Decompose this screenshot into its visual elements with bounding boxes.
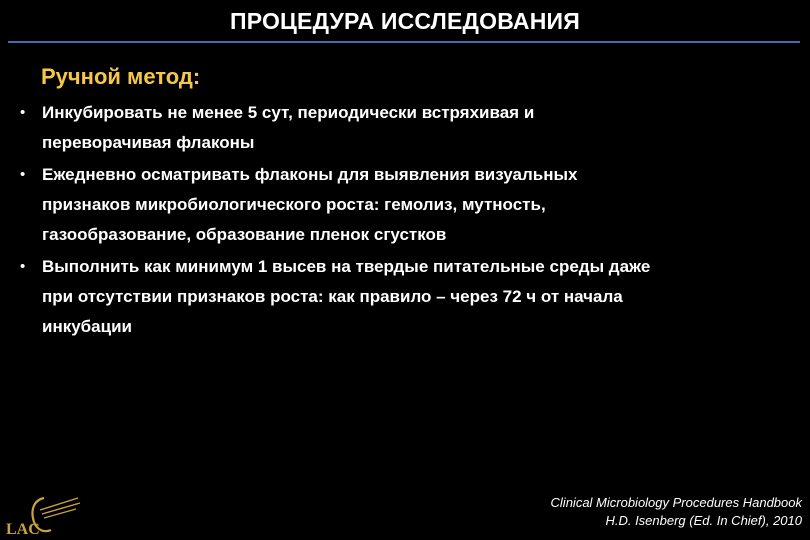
citation — [551, 494, 802, 530]
bullet-line: Инкубировать не менее 5 сут, периодически встряхивая и — [42, 103, 535, 122]
bullet-line: газообразование, образование пленок сгустков — [42, 225, 447, 244]
bullet-line: при отсутствии признаков роста: как правило – через 72 ч от начала — [42, 287, 623, 306]
slide-title: ПРОЦЕДУРА ИССЛЕДОВАНИЯ — [230, 8, 580, 34]
logo-text: LAC — [6, 521, 40, 538]
bullet-line: переворачивая флаконы — [42, 133, 255, 152]
citation-line-2: H.D. Isenberg (Ed. In Chief), 2010 — [605, 513, 802, 528]
bullet-line: Ежедневно осматривать флаконы для выявления визуальных — [42, 165, 578, 184]
bullet-line: признаков микробиологического роста: гемолиз, мутность, — [42, 195, 546, 214]
title-divider — [8, 41, 800, 43]
bullet-marker: • — [20, 166, 26, 183]
bullet-item — [20, 252, 790, 342]
slide-subtitle: Ручной метод: — [41, 64, 201, 89]
bullet-list — [20, 98, 790, 344]
bullet-marker: • — [20, 104, 26, 121]
bullet-marker: • — [20, 258, 26, 275]
bullet-item — [20, 98, 790, 158]
bullet-line: инкубации — [42, 317, 132, 336]
bullet-line: Выполнить как минимум 1 высев на твердые питательные среды даже — [42, 257, 651, 276]
lac-logo-icon — [4, 492, 84, 538]
bullet-item — [20, 160, 790, 250]
citation-line-1: Clinical Microbiology Procedures Handbook — [550, 495, 802, 510]
